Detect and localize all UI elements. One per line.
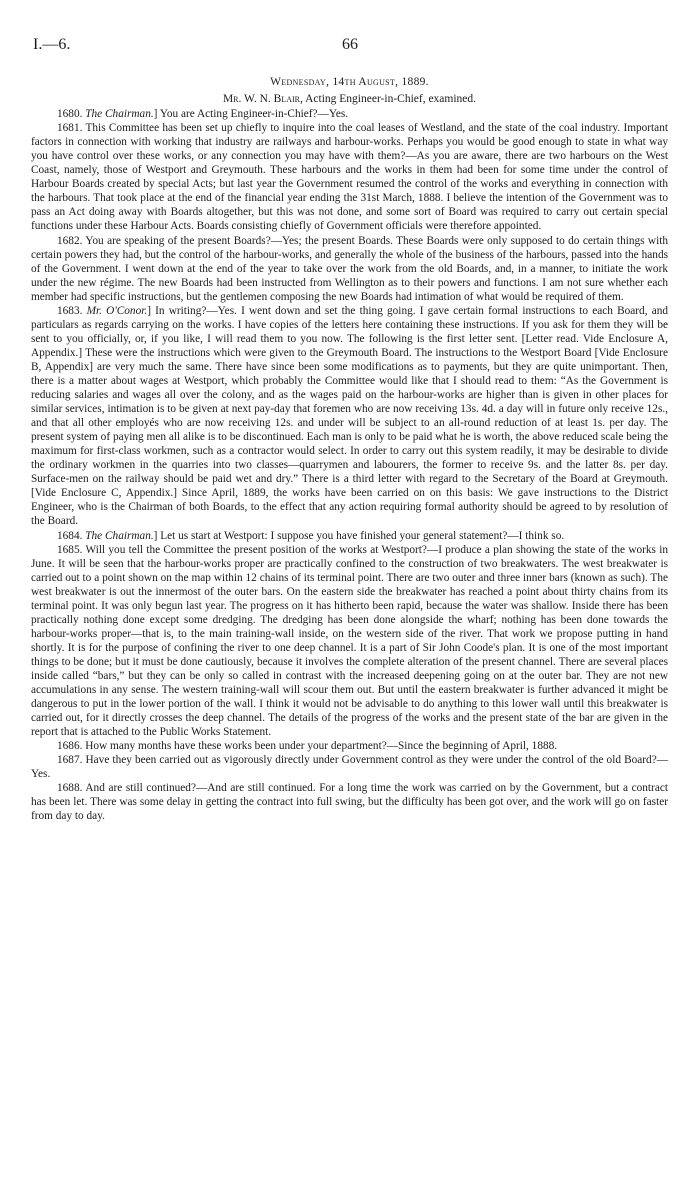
question-paragraph	[31, 753, 668, 781]
question-paragraph	[31, 739, 668, 753]
session-date	[31, 75, 668, 89]
speaker-name: The Chairman.	[85, 529, 154, 542]
question-paragraph	[31, 543, 668, 740]
question-number: 1680.	[57, 108, 83, 121]
question-text: ] You are Acting Engineer-in-Chief?—Yes.	[153, 108, 349, 121]
document-body	[31, 75, 668, 823]
question-paragraph	[31, 781, 668, 823]
question-number: 1685.	[57, 543, 83, 556]
speaker-name: The Chairman.	[85, 108, 154, 121]
question-text: ] In writing?—Yes. I went down and set the thing going. I gave certain formal instructions to each Board, and particulars as regards carrying on the works. I have copies of the letters here containing these instructions. If you ask for them they will be sent to you officially, or, if you like, I will read them to you now. The following is the first letter sent. [Letter read. Vide Enclosure A, Appendix.] These were the instructions which were given to the Greymouth Board. The instructions to the Westport Board [Vide Enclosure B, Appendix] are very much the same. There have since been some modifications as to payments, but they are quite unimportant. Then, there is a matter about wages at Westport, which probably the Committee would like that I should read to them: “As the Government is reducing salaries and wages all over the colony, and as the wages paid on the harbour-works are higher than is given in other places for similar services, intimation is to be given at next pay-day that foremen who are now receiving 13s. 4d. a day will in future only receive 12s., and that all other employés who are now receiving 12s. and under will be subject to an all-round reduction of at least 1s. per day. The present system of paying men all alike is to be discontinued. Each man is only to be paid what he is worth, the above reduced scale being the maximum for first-class workmen, such as a contractor would select. In order to carry out this system readily, it may be desirable to divide the ordinary workmen in the quarries into two classes—quarrymen and labourers, the former to receive 9s. and the latter 8s. per day. Surface-men on the railway should be paid wet and dry.” There is a third letter with regard to the Secretary of the Board at Greymouth. [Vide Enclosure C, Appendix.] Since April, 1889, the works have been carried on on this basis: We gave instructions to the District Engineer, who is the Chairman of both Boards, to the effect that any action requiring formal authority should be agreed to by resolution of the Board.	[31, 304, 669, 528]
question-number: 1686.	[57, 740, 83, 753]
page-number: 66	[342, 36, 358, 53]
session-day: Wednesday,	[270, 76, 330, 88]
question-number: 1687.	[57, 754, 83, 767]
question-text: Have they been carried out as vigorously directly under Government control as they were under the control of the old Board?—Yes.	[31, 754, 668, 781]
question-number: 1688.	[57, 782, 83, 795]
witness-role: , Acting Engineer-in-Chief, examined.	[299, 93, 477, 106]
question-text: You are speaking of the present Boards?—Yes; the present Boards. These Boards were only supposed to do certain things with certain powers they had, but the control of the harbour-works, and generally the whole of the business of the harbours, passed into the hands of the Government. I went down at the end of the year to take over the work from the old Boards, and, in a manner, to initiate the work under the new régime. The new Boards had been instructed from Wellington as to their powers and functions. I am not sure whether each member had specific instructions, but the gentlemen composing the new Boards had intimation of what would be required of them.	[31, 234, 668, 303]
question-paragraph	[31, 234, 668, 304]
question-text: ] Let us start at Westport: I suppose you have finished your general statement?—I think so.	[153, 529, 565, 542]
question-paragraph	[31, 107, 668, 121]
question-paragraph	[31, 304, 668, 529]
question-paragraph	[31, 529, 668, 543]
page-header	[33, 36, 667, 56]
question-text: And are still continued?—And are still continued. For a long time the work was carried on by the Government, but a contract has been let. There was some delay in getting the contract into full swing, but the difficulty has been got over, and the work will go on faster from day to day.	[31, 782, 668, 823]
question-paragraph	[31, 121, 668, 233]
witness-name: Mr. W. N. Blair	[222, 93, 300, 106]
witness-line	[31, 92, 668, 106]
question-number: 1681.	[57, 122, 83, 135]
question-number: 1684.	[57, 529, 83, 542]
question-number: 1683.	[57, 304, 83, 317]
speaker-name: Mr. O'Conor.	[86, 304, 148, 317]
question-text: This Committee has been set up chiefly to inquire into the coal leases of Westland, and the state of the coal industry. Important factors in connection with working that industry are railways and harbour-works. Perhaps you would be good enough to state in what way you have control over these works, or any connection you may have with them?—As you are aware, there are two harbours on the West Coast, namely, those of Westport and Greymouth. These harbours and the works in them had been for some time under the control of Harbour Boards created by special Acts; but last year the Government resumed the control of the works and everything in connection with the harbours. That took place at the end of the financial year ending the 31st March, 1888. I believe the intention of the Government was to pass an Act doing away with Boards altogether, but this was not done, and some sort of Board was required to carry out certain special functions under these Harbour Acts. Boards consisting chiefly of Government officials were therefore appointed.	[31, 122, 668, 233]
page-reference: I.—6.	[33, 36, 71, 53]
question-text: Will you tell the Committee the present position of the works at Westport?—I produce a plan showing the state of the works in June. It will be seen that the harbour-works proper are practically confined to the construction of two breakwaters. The west breakwater is carried out to a point shown on the map within 12 chains of its terminal point. There are two outer and three inner bars (known as such). The west breakwater is out the innermost of the outer bars. On the eastern side the breakwater has reached a point about thirty chains from its terminal point. It was only begun last year. The progress on it has hitherto been rapid, because the water was shallow. Inside there has been practically nothing done except some dredging. The dredging has been done alongside the wharf; nothing has been done towards the harbour-works proper—that is, to the main training-wall inside, on the western side of the river. That work we propose putting in hand shortly. It is for the purpose of confining the river to one deep channel. It is a part of Sir John Coode's plan. It is one of the most important things to be done; but it must be done cautiously, because it involves the complete alteration of the present channel. There are several places inside called “bars,” but they can be only so called in contrast with the increased deepening going on at the outer bar. They are not new accumulations in any sense. The western training-wall will scour them out. But until the eastern breakwater is further advanced it might be dangerous to put in the lower portion of the wall. I think it would not be advisable to do anything to this lower wall until this breakwater is carried out, for it directly crosses the deep channel. The details of the progress of the works and the present state of the bar are given in the report that is attached to the Public Works Statement.	[31, 543, 668, 739]
session-date-text: 14th August, 1889.	[332, 76, 429, 88]
question-text: How many months have these works been under your department?—Since the beginning of April, 1888.	[82, 740, 558, 753]
question-number: 1682.	[57, 234, 83, 247]
